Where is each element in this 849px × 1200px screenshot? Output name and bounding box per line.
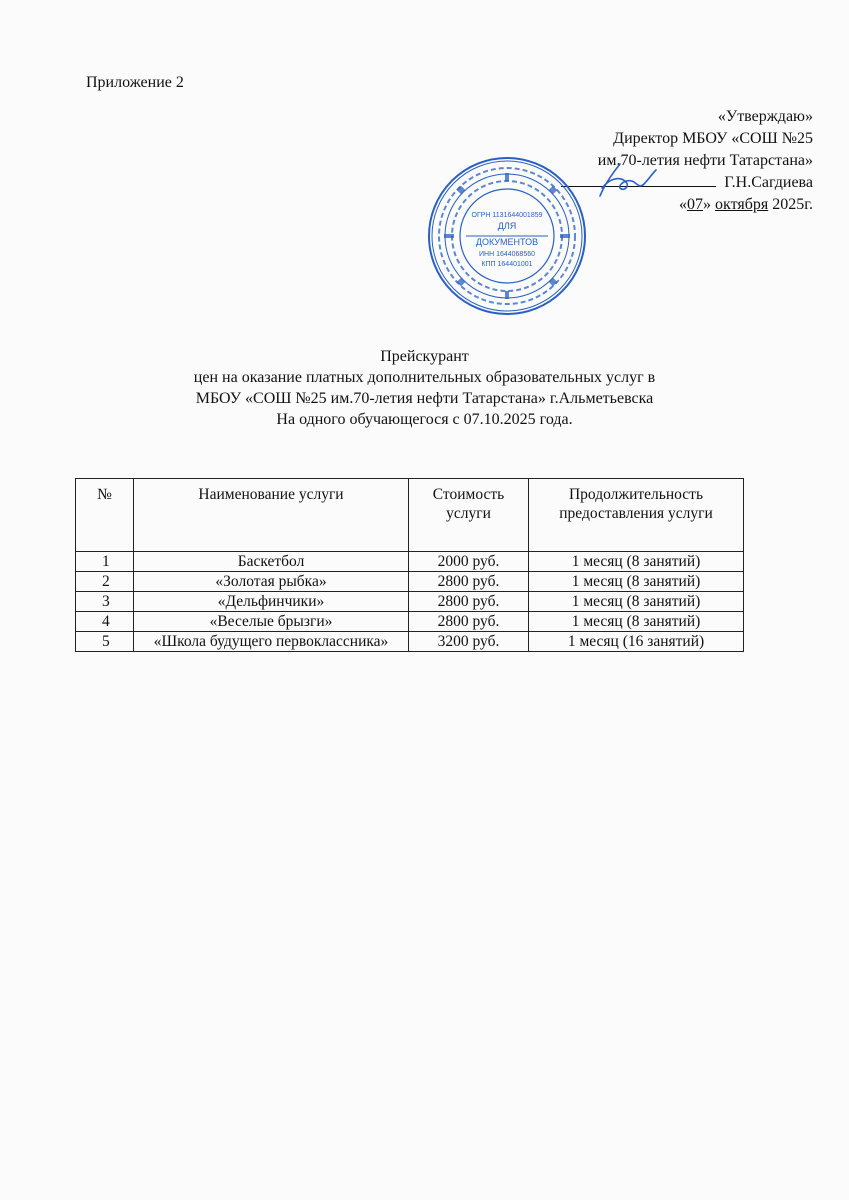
row-num: 4 (76, 612, 134, 632)
stamp-ogrn: ОГРН 1131644001859 (471, 212, 543, 219)
header-name: Наименование услуги (134, 479, 409, 552)
header-cost: Стоимость услуги (409, 479, 529, 552)
approval-position-line2: им.70-летия нефти Татарстана» (597, 152, 813, 169)
row-duration: 1 месяц (16 занятий) (529, 632, 744, 652)
row-num: 5 (76, 632, 134, 652)
table-row (76, 612, 744, 632)
row-cost: 2800 руб. (409, 592, 529, 612)
row-duration: 1 месяц (8 занятий) (529, 552, 744, 572)
table-row (76, 572, 744, 592)
date-month: октября (715, 196, 769, 213)
appendix-label: Приложение 2 (86, 74, 184, 91)
title-line1: Прейскурант (380, 348, 469, 365)
date-year: 2025г. (772, 196, 813, 213)
stamp-kpp: КПП 164401001 (481, 261, 533, 268)
table-row (76, 632, 744, 652)
row-name: Баскетбол (134, 552, 409, 572)
approval-heading: «Утверждаю» (717, 108, 813, 125)
row-num: 3 (76, 592, 134, 612)
table-header-row (76, 479, 744, 552)
official-stamp-icon (426, 155, 588, 317)
row-name: «Веселые брызги» (134, 612, 409, 632)
row-duration: 1 месяц (8 занятий) (529, 572, 744, 592)
row-cost: 3200 руб. (409, 632, 529, 652)
row-cost: 2800 руб. (409, 612, 529, 632)
header-duration: Продолжительность предоставления услуги (529, 479, 744, 552)
director-name: Г.Н.Сагдиева (724, 174, 813, 191)
stamp-center-line2: ДОКУМЕНТОВ (475, 237, 539, 247)
title-line2: цен на оказание платных дополнительных образовательных услуг в (193, 369, 656, 386)
date-open-quote: « (679, 196, 688, 213)
price-table (75, 478, 744, 652)
title-line4: На одного обучающегося с 07.10.2025 года. (276, 411, 573, 428)
row-duration: 1 месяц (8 занятий) (529, 612, 744, 632)
title-line3: МБОУ «СОШ №25 им.70-летия нефти Татарстана» г.Альметьевска (195, 390, 654, 407)
row-num: 1 (76, 552, 134, 572)
row-num: 2 (76, 572, 134, 592)
date-close-quote: » (703, 196, 712, 213)
pricelist-title (0, 346, 849, 430)
table-row (76, 552, 744, 572)
stamp-inn: ИНН 1644068560 (478, 251, 536, 258)
row-cost: 2800 руб. (409, 572, 529, 592)
row-cost: 2000 руб. (409, 552, 529, 572)
row-duration: 1 месяц (8 занятий) (529, 592, 744, 612)
row-name: «Дельфинчики» (134, 592, 409, 612)
table-row (76, 592, 744, 612)
date-day: 07 (687, 196, 704, 213)
stamp-center-line1: ДЛЯ (497, 221, 517, 231)
signature-icon (590, 160, 680, 200)
approval-position-line1: Директор МБОУ «СОШ №25 (613, 130, 813, 147)
header-num: № (76, 479, 134, 552)
row-name: «Школа будущего первоклассника» (134, 632, 409, 652)
row-name: «Золотая рыбка» (134, 572, 409, 592)
